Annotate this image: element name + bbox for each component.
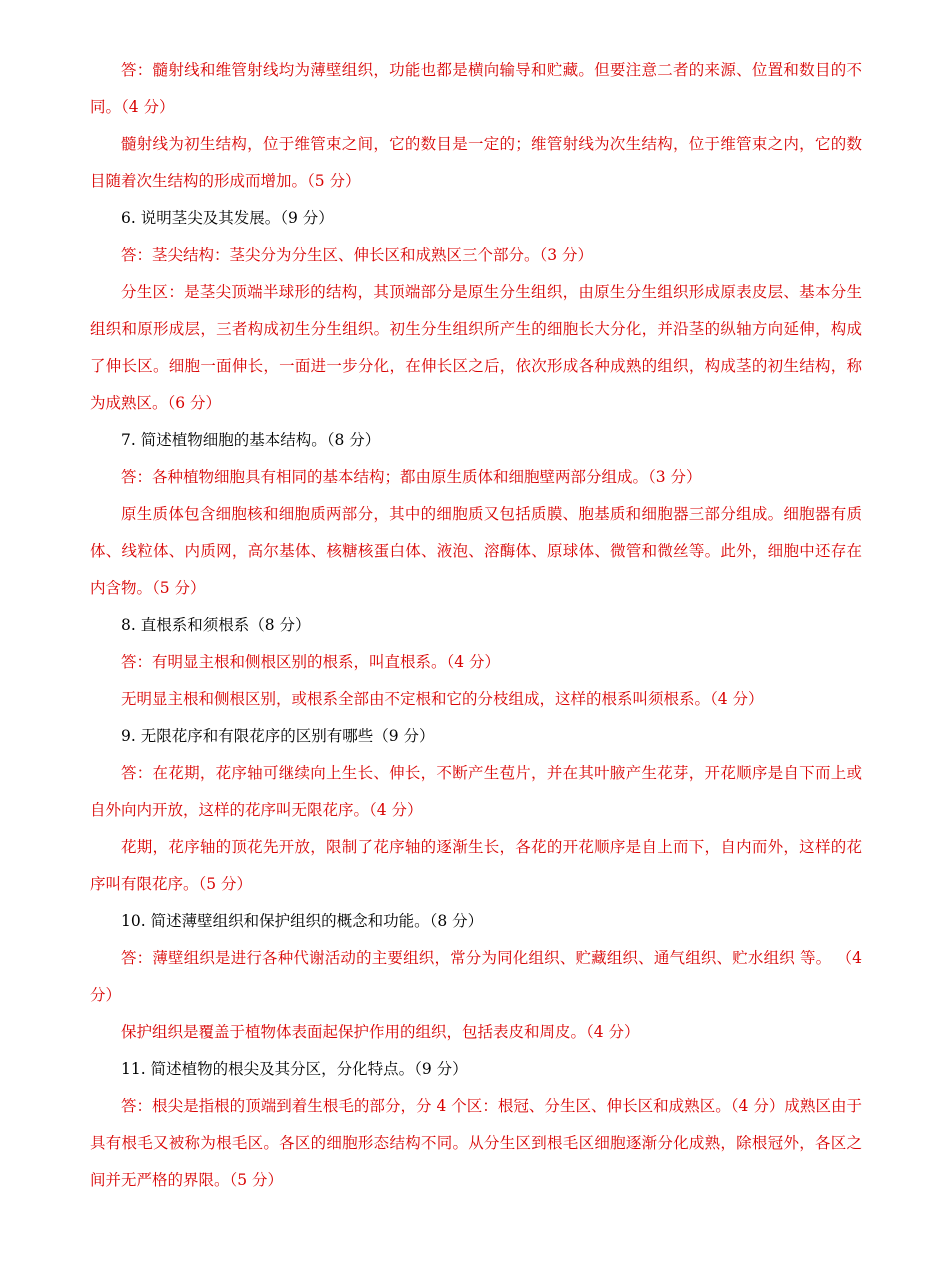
answer-paragraph: 答：在花期，花序轴可继续向上生长、伸长，不断产生苞片，并在其叶腋产生花芽，开花顺序是自下而上或自外向内开放，这样的花序叫无限花序。（4 分） [90, 764, 862, 819]
answer-paragraph: 答：髓射线和维管射线均为薄壁组织，功能也都是横向输导和贮藏。但要注意二者的来源、位置和数目的不同。（4 分） [90, 61, 862, 116]
question-11: 11. 简述植物的根尖及其分区，分化特点。（9 分） [121, 1060, 468, 1078]
answer-paragraph: 答：各种植物细胞具有相同的基本结构；都由原生质体和细胞壁两部分组成。（3 分） [121, 468, 702, 486]
question-6: 6. 说明茎尖及其发展。（9 分） [121, 209, 334, 227]
document-page [90, 52, 862, 1199]
answer-paragraph: 分生区：是茎尖顶端半球形的结构，其顶端部分是原生分生组织，由原生分生组织形成原表皮层、基本分生组织和原形成层，三者构成初生分生组织。初生分生组织所产生的细胞长大分化，并沿茎的纵轴方向延伸，构成了伸长区。细胞一面伸长，一面进一步分化，在伸长区之后，依次形成各种成熟的组织，构成茎的初生结构，称为成熟区。（6 分） [90, 283, 862, 412]
answer-paragraph: 答：薄壁组织是进行各种代谢活动的主要组织，常分为同化组织、贮藏组织、通气组织、贮水组织 等。 （4 分） [90, 949, 862, 1004]
answer-paragraph: 髓射线为初生结构，位于维管束之间，它的数目是一定的；维管射线为次生结构，位于维管束之内，它的数目随着次生结构的形成而增加。（5 分） [90, 135, 862, 190]
answer-paragraph: 原生质体包含细胞核和细胞质两部分，其中的细胞质又包括质膜、胞基质和细胞器三部分组成。细胞器有质体、线粒体、内质网，高尔基体、核糖核蛋白体、液泡、溶酶体、原球体、微管和微丝等。此外，细胞中还存在内含物。（5 分） [90, 505, 862, 597]
question-7: 7. 简述植物细胞的基本结构。（8 分） [121, 431, 381, 449]
question-9: 9. 无限花序和有限花序的区别有哪些（9 分） [121, 727, 435, 745]
answer-paragraph: 答：根尖是指根的顶端到着生根毛的部分，分 4 个区：根冠、分生区、伸长区和成熟区。（4 分）成熟区由于具有根毛又被称为根毛区。各区的细胞形态结构不同。从分生区到根毛区细胞逐渐分化成熟，除根冠外，各区之间并无严格的界限。（5 分） [90, 1097, 862, 1189]
question-8: 8. 直根系和须根系（8 分） [121, 616, 311, 634]
question-10: 10. 简述薄壁组织和保护组织的概念和功能。（8 分） [121, 912, 484, 930]
answer-paragraph: 无明显主根和侧根区别，或根系全部由不定根和它的分枝组成，这样的根系叫须根系。（4 分） [121, 690, 764, 708]
answer-paragraph: 答：茎尖结构：茎尖分为分生区、伸长区和成熟区三个部分。（3 分） [121, 246, 594, 264]
answer-paragraph: 花期，花序轴的顶花先开放，限制了花序轴的逐渐生长，各花的开花顺序是自上而下，自内而外，这样的花序叫有限花序。（5 分） [90, 838, 862, 893]
answer-paragraph: 保护组织是覆盖于植物体表面起保护作用的组织，包括表皮和周皮。（4 分） [121, 1023, 640, 1041]
answer-paragraph: 答：有明显主根和侧根区别的根系，叫直根系。（4 分） [121, 653, 501, 671]
